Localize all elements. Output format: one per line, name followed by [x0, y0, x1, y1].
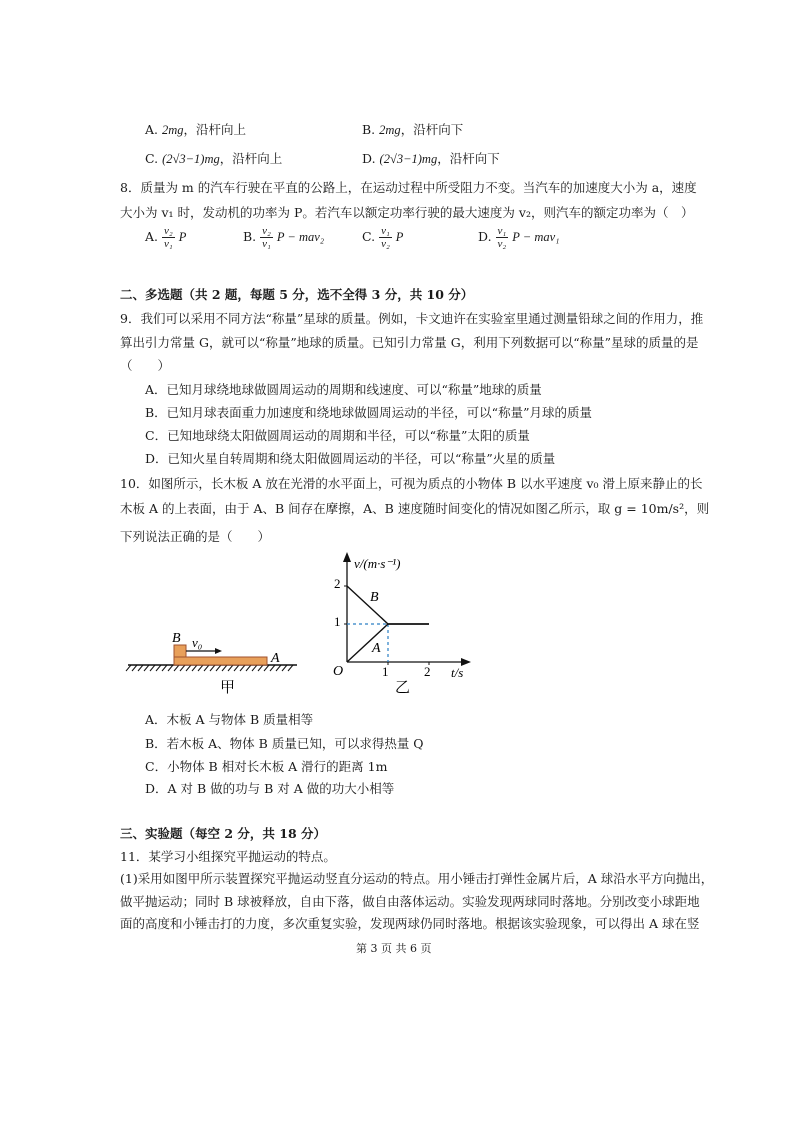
q11-stem-line4: 面的高度和小锤击打的力度，多次重复实验，发现两球仍同时落地。根据该实验现象，可以得出 A 球在竖 [120, 916, 700, 931]
label-a: A [271, 651, 280, 666]
q11-stem-line2: (1)采用如图甲所示装置探究平抛运动竖直分运动的特点。用小锤击打弹性金属片后，A 球沿水平方向抛出， [120, 871, 714, 886]
hatch-mark [222, 665, 227, 671]
fraction [260, 225, 273, 250]
series-line-b [347, 586, 429, 624]
y-tick-1: 1 [334, 614, 341, 629]
fraction [162, 225, 175, 250]
option-expression: (2√3−1)mg [379, 152, 438, 166]
y-tick-2: 2 [334, 576, 341, 591]
numerator: v₁ [497, 225, 507, 237]
option-text: ，沿杆向上 [183, 122, 247, 137]
ground-hatching [126, 665, 293, 671]
denominator: v₂ [497, 238, 507, 250]
hatch-mark [168, 665, 173, 671]
numerator: v₁ [381, 225, 390, 237]
hatch-mark [282, 665, 287, 671]
label-b: B [172, 631, 181, 646]
hatch-mark [156, 665, 161, 671]
hatch-mark [252, 665, 257, 671]
hatch-mark [144, 665, 149, 671]
hatch-mark [138, 665, 143, 671]
block-b [174, 645, 186, 657]
hatch-mark [264, 665, 269, 671]
origin-label: O [333, 664, 344, 679]
q10-option-c: C．小物体 B 相对长木板 A 滑行的距离 1m [145, 759, 388, 774]
q10-stem-line3: 下列说法正确的是（ ） [120, 529, 271, 544]
option-tail: P − mav₁ [512, 230, 560, 244]
q9-option-c: C．已知地球绕太阳做圆周运动的周期和半径，可以“称量”太阳的质量 [145, 428, 530, 443]
x-axis-label: t/s [451, 665, 464, 680]
y-axis-label: v/(m·s⁻¹) [354, 556, 401, 571]
option-expression: 2mg [379, 123, 401, 137]
hatch-mark [228, 665, 233, 671]
hatch-mark [162, 665, 167, 671]
numerator: v₂ [164, 225, 173, 237]
hatch-mark [288, 665, 293, 671]
fraction [496, 225, 509, 250]
hatch-mark [210, 665, 215, 671]
option-letter: D. [362, 151, 376, 166]
q9-option-b: B．已知月球表面重力加速度和绕地球做圆周运动的半径，可以“称量”月球的质量 [145, 405, 592, 420]
q9-stem-line3: （ ） [120, 358, 171, 373]
series-label-b: B [370, 590, 379, 605]
q9-option-d: D．已知火星自转周期和绕太阳做圆周运动的半径，可以“称量”火星的质量 [145, 451, 556, 466]
hatch-mark [246, 665, 251, 671]
denominator: v₁ [164, 238, 173, 250]
series-label-a: A [372, 641, 381, 656]
q10-stem-line2: 木板 A 的上表面，由于 A、B 间存在摩擦，A、B 速度随时间变化的情况如图乙所示，取 g = 10m/s²，则 [120, 501, 710, 516]
hatch-mark [216, 665, 221, 671]
option-letter: C. [145, 151, 159, 166]
option-expression: (2√3−1)mg [162, 152, 220, 166]
q8-option-b [243, 225, 324, 250]
q10-stem-line1: 10．如图所示，长木板 A 放在光滑的水平面上，可视为质点的小物体 B 以水平速度 v₀ 滑上原来静止的长 [120, 476, 703, 491]
q8-option-c [362, 225, 403, 250]
q9-stem-line2: 算出引力常量 G，就可以“称量”地球的质量。已知引力常量 G，利用下列数据可以“称量”星球的质量的是 [120, 335, 699, 350]
figure-board-diagram [125, 620, 300, 700]
q10-option-d: D．A 对 B 做的功与 B 对 A 做的功大小相等 [145, 781, 395, 796]
hatch-mark [174, 665, 179, 671]
option-text: ，沿杆向下 [437, 151, 500, 166]
board-a [174, 657, 267, 665]
q10-option-b: B．若木板 A、物体 B 质量已知，可以求得热量 Q [145, 736, 424, 751]
hatch-mark [126, 665, 131, 671]
hatch-mark [240, 665, 245, 671]
denominator: v₁ [262, 238, 271, 250]
fraction [379, 225, 392, 250]
q10-option-a: A．木板 A 与物体 B 质量相等 [145, 712, 314, 727]
x-tick-2: 2 [424, 664, 431, 679]
y-axis-arrow-icon [343, 552, 351, 562]
q7-option-d [362, 149, 500, 167]
option-letter: C. [362, 229, 376, 244]
option-tail: P [395, 230, 404, 244]
hatch-mark [186, 665, 191, 671]
q7-option-a [145, 120, 246, 138]
option-letter: B. [362, 122, 376, 137]
hatch-mark [192, 665, 197, 671]
q8-option-d [478, 225, 560, 250]
option-text: ，沿杆向下 [400, 122, 464, 137]
q8-stem-line2: 大小为 v₁ 时，发动机的功率为 P。若汽车以额定功率行驶的最大速度为 v₂，则汽车的额定功率为（ ） [120, 205, 694, 220]
q8-option-a [145, 225, 186, 250]
section-heading-multiple-choice: 二、多选题（共 2 题，每题 5 分，选不全得 3 分，共 10 分） [120, 287, 474, 302]
q8-stem-line1: 8．质量为 m 的汽车行驶在平直的公路上，在运动过程中所受阻力不变。当汽车的加速度大小为 a，速度 [120, 180, 697, 195]
numerator: v₂ [262, 225, 271, 237]
figure-caption-yi: 乙 [395, 678, 411, 696]
page-number: 第 3 页 共 6 页 [356, 942, 432, 955]
option-letter: D. [478, 229, 492, 244]
figure-vt-chart [325, 550, 475, 695]
q11-stem-line1: 11．某学习小组探究平抛运动的特点。 [120, 849, 336, 864]
option-expression: 2mg [162, 123, 184, 137]
option-text: ，沿杆向上 [219, 151, 283, 166]
hatch-mark [204, 665, 209, 671]
q9-option-a: A．已知月球绕地球做圆周运动的周期和线速度、可以“称量”地球的质量 [145, 382, 542, 397]
q11-stem-line3: 做平抛运动；同时 B 球被释放，自由下落，做自由落体运动。实验发现两球同时落地。分别改变小球距地 [120, 894, 700, 909]
figure-caption-jia: 甲 [220, 678, 236, 696]
option-letter: A. [145, 229, 159, 244]
hatch-mark [132, 665, 137, 671]
option-letter: B. [243, 229, 257, 244]
label-v0: v₀ [192, 635, 203, 650]
hatch-mark [198, 665, 203, 671]
denominator: v₂ [381, 238, 390, 250]
arrow-head-icon [215, 648, 222, 654]
x-tick-1: 1 [382, 664, 389, 679]
hatch-mark [180, 665, 185, 671]
option-tail: P [178, 230, 187, 244]
q9-stem-line1: 9．我们可以采用不同方法“称量”星球的质量。例如，卡文迪许在实验室里通过测量铅球之间的作用力，推 [120, 311, 704, 326]
section-heading-experiment: 三、实验题（每空 2 分，共 18 分） [120, 826, 327, 841]
q7-option-c [145, 149, 282, 167]
hatch-mark [150, 665, 155, 671]
hatch-mark [258, 665, 263, 671]
q7-option-b [362, 120, 463, 138]
hatch-mark [234, 665, 239, 671]
option-letter: A. [145, 122, 159, 137]
option-tail: P − mav₂ [276, 230, 325, 244]
